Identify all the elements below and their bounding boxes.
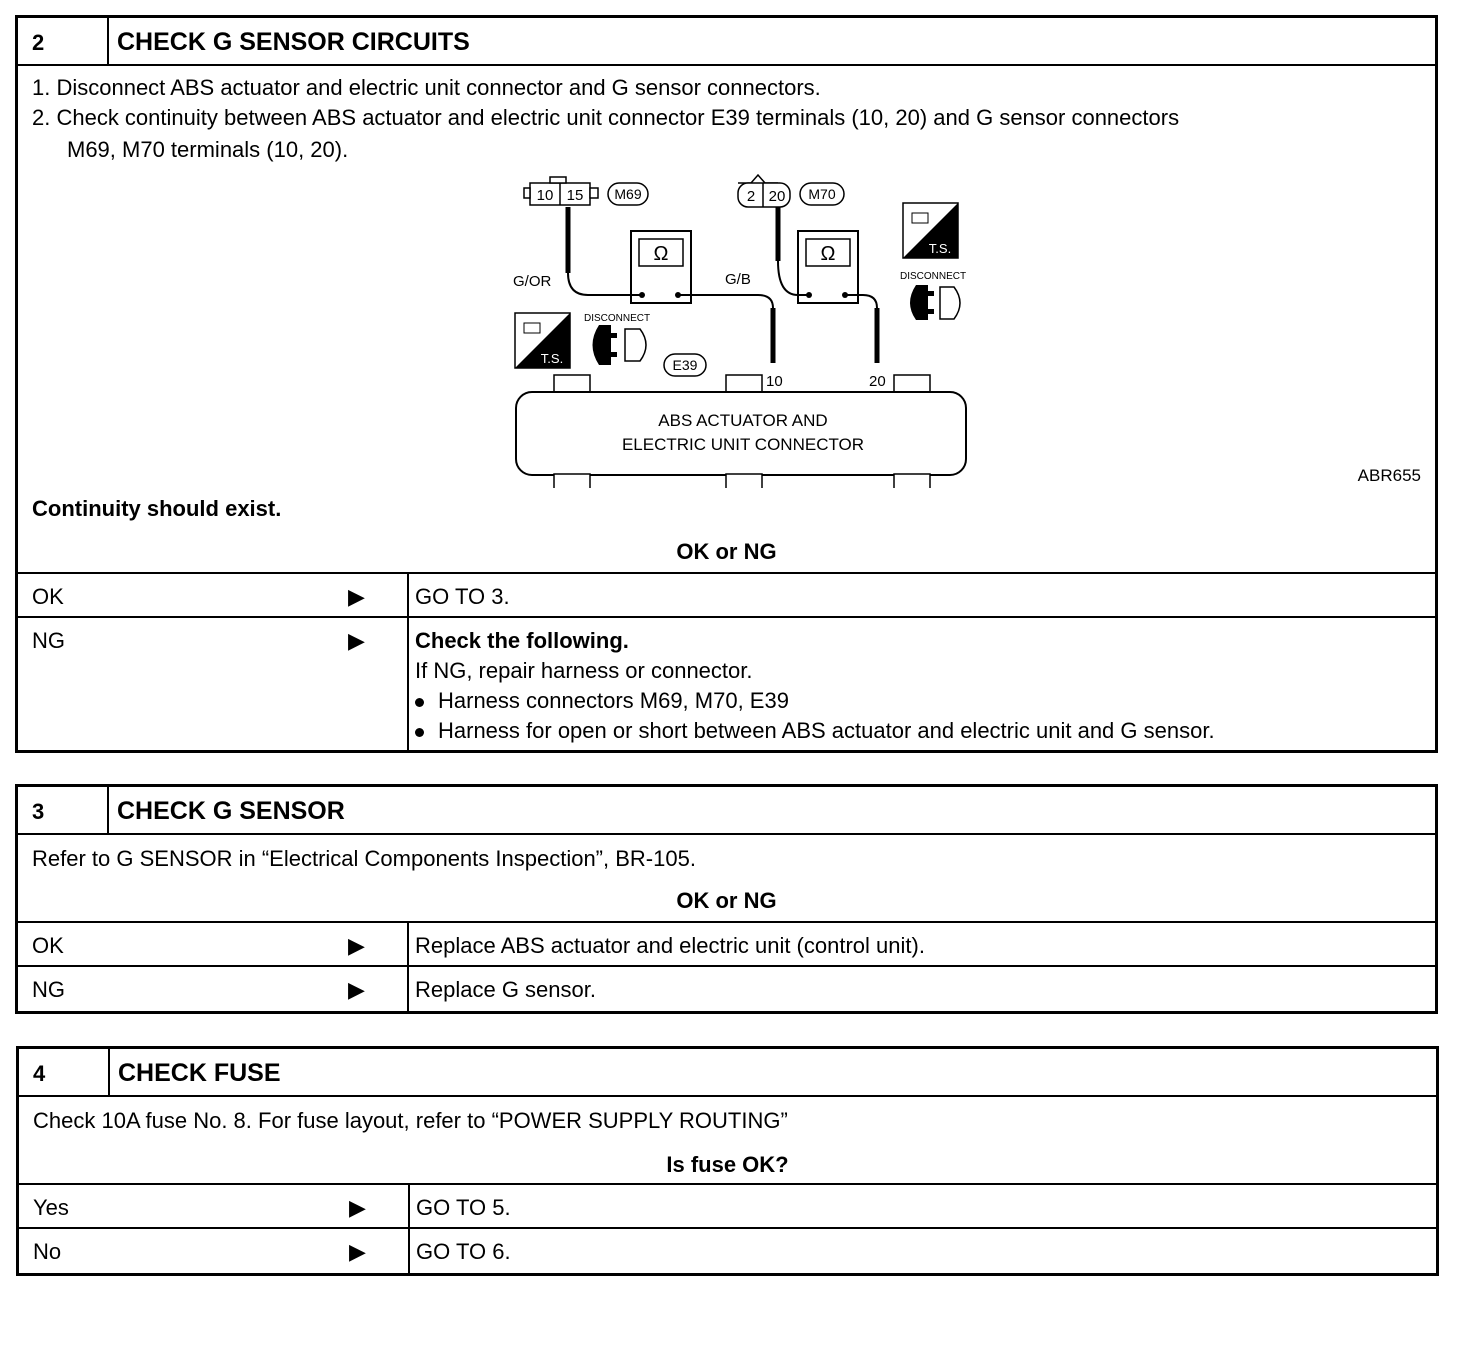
step-number: 2 — [32, 30, 45, 55]
arrow-icon: ▶ — [348, 584, 365, 609]
row-result: Replace G sensor. — [415, 977, 596, 1002]
row-result: GO TO 3. — [415, 584, 510, 609]
wire-label-g-b: G/B — [725, 271, 751, 288]
step-2-block — [15, 15, 1438, 753]
continuity-diagram — [488, 173, 1438, 488]
unit-label-line2: ELECTRIC UNIT CONNECTOR — [621, 435, 865, 454]
instruction: Refer to G SENSOR in “Electrical Components Inspection”, BR-105. — [32, 846, 696, 871]
step-4-header — [19, 1049, 1436, 1097]
instruction-2: 2. Check continuity between ABS actuator and electric unit connector E39 terminals (10, 20) and G sensor connectors — [32, 105, 1180, 130]
ng-bullet: Harness connectors M69, M70, E39 — [415, 688, 789, 714]
ohm-symbol: Ω — [653, 243, 669, 265]
pin-10: 10 — [536, 187, 554, 204]
arrow-icon: ▶ — [349, 1239, 366, 1264]
result-row-no — [19, 1227, 1436, 1273]
pin-15: 15 — [566, 187, 584, 204]
ng-instruction: If NG, repair harness or connector. — [415, 658, 753, 683]
step-title: CHECK G SENSOR CIRCUITS — [117, 28, 470, 56]
connector-label-m70: M70 — [808, 186, 836, 202]
wire-label-g-or: G/OR — [513, 273, 552, 290]
result-row-yes — [19, 1183, 1436, 1229]
disconnect-label: DISCONNECT — [900, 271, 967, 282]
ts-icon — [903, 203, 958, 258]
arrow-icon: ▶ — [348, 933, 365, 958]
bullet-icon — [415, 698, 424, 707]
arrow-icon: ▶ — [349, 1195, 366, 1220]
step-title: CHECK G SENSOR — [117, 797, 345, 825]
connector-label-m69: M69 — [614, 186, 642, 202]
step-4-block — [16, 1046, 1439, 1276]
connector-label-e39: E39 — [672, 357, 698, 373]
result-prompt: OK or NG — [676, 539, 777, 564]
row-result: GO TO 6. — [416, 1239, 511, 1264]
row-label: OK — [32, 584, 64, 609]
instruction-1: 1. Disconnect ABS actuator and electric unit connector and G sensor connectors. — [32, 75, 821, 100]
step-number: 4 — [33, 1061, 46, 1086]
result-row-ok — [18, 572, 1435, 618]
step-2-header — [18, 18, 1435, 66]
terminal-20: 20 — [869, 373, 886, 390]
step-title: CHECK FUSE — [118, 1059, 281, 1087]
terminal-10: 10 — [766, 373, 783, 390]
ohmmeter-2 — [798, 231, 858, 303]
step-3-block — [15, 784, 1438, 1014]
figure-code: ABR655 — [1357, 466, 1421, 485]
result-row-ng — [18, 616, 1435, 750]
ohmmeter-1 — [631, 231, 691, 303]
pin-20: 20 — [768, 188, 786, 205]
ts-icon — [515, 313, 570, 368]
svg-text:T.S.: T.S. — [540, 351, 564, 366]
connector-m69 — [524, 177, 648, 205]
ng-bullet: Harness for open or short between ABS actuator and electric unit and G sensor. — [415, 718, 1215, 744]
instruction: Check 10A fuse No. 8. For fuse layout, refer to “POWER SUPPLY ROUTING” — [33, 1108, 788, 1133]
row-result: GO TO 5. — [416, 1195, 511, 1220]
result-row-ng — [18, 965, 1435, 1011]
step-3-header — [18, 787, 1435, 835]
disconnect-icon — [593, 325, 647, 365]
row-label: OK — [32, 933, 64, 958]
unit-label-line1: ABS ACTUATOR AND — [658, 411, 828, 430]
row-label: Yes — [33, 1195, 69, 1220]
abs-actuator-unit — [516, 375, 966, 488]
arrow-icon: ▶ — [348, 628, 365, 653]
result-prompt: Is fuse OK? — [666, 1152, 789, 1177]
ohm-symbol: Ω — [820, 243, 836, 265]
disconnect-icon — [910, 285, 960, 320]
row-label: No — [33, 1239, 62, 1264]
arrow-icon: ▶ — [348, 977, 365, 1002]
bullet-icon — [415, 728, 424, 737]
row-label: NG — [32, 977, 65, 1002]
result-prompt: OK or NG — [676, 888, 777, 913]
svg-text:T.S.: T.S. — [928, 241, 952, 256]
instruction-2-cont: M69, M70 terminals (10, 20). — [67, 137, 349, 162]
result-row-ok — [18, 921, 1435, 967]
connector-m70 — [738, 175, 844, 207]
row-result: Replace ABS actuator and electric unit (control unit). — [415, 933, 925, 958]
spec-text: Continuity should exist. — [32, 496, 282, 521]
row-label: NG — [32, 628, 65, 653]
pin-2: 2 — [746, 188, 756, 205]
disconnect-label: DISCONNECT — [584, 313, 651, 324]
ng-heading: Check the following. — [415, 628, 629, 653]
step-number: 3 — [32, 799, 45, 824]
